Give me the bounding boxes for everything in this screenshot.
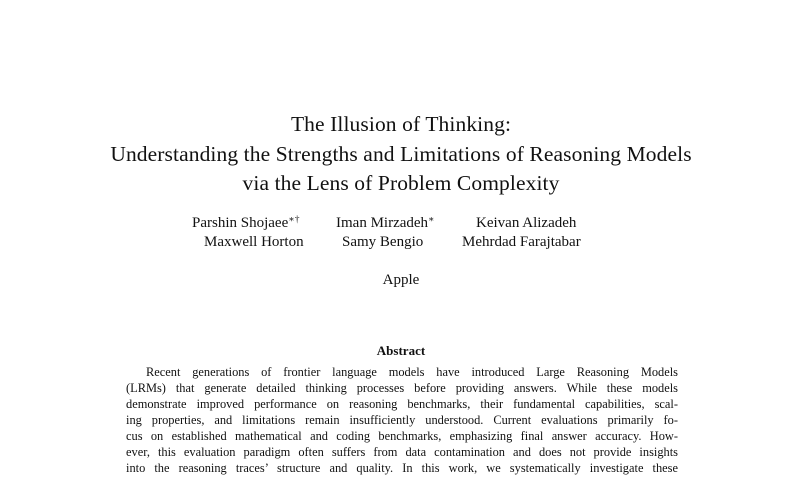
author-row-2: [0, 233, 802, 252]
author-name: Maxwell Horton: [204, 234, 304, 250]
author-row-1: [0, 214, 802, 233]
title-line-3: via the Lens of Problem Complexity: [242, 171, 560, 195]
abstract-line: Recent generations of frontier language models have introduced Large Reasoning Models: [146, 365, 678, 379]
abstract-body: [126, 364, 678, 476]
author-name: Samy Bengio: [342, 234, 424, 250]
paper-title: [0, 110, 802, 199]
author-parshin-shojaee: [192, 214, 299, 233]
abstract-line: ing properties, and limitations remain insufficiently understood. Current evaluations primarily fo-: [126, 413, 678, 427]
abstract-heading: Abstract: [376, 343, 426, 358]
author-samy-bengio: [342, 233, 423, 252]
author-name: Keivan Alizadeh: [476, 215, 577, 231]
abstract-line: demonstrate improved performance on reasoning benchmarks, their fundamental capabilities, scal-: [126, 397, 678, 411]
author-name: Parshin Shojaee: [192, 215, 289, 231]
author-name: Mehrdad Farajtabar: [462, 234, 581, 250]
affiliation: Apple: [382, 272, 420, 288]
title-line-1: The Illusion of Thinking:: [290, 112, 512, 136]
author-affiliation-marks: ∗†: [288, 215, 300, 225]
author-affiliation-marks: ∗: [428, 215, 435, 225]
abstract-line: ever, this evaluation paradigm often suffers from data contamination and does not provide insights: [126, 445, 678, 459]
abstract-line: (LRMs) that generate detailed thinking processes before providing answers. While these models: [126, 381, 678, 395]
author-list: [0, 214, 802, 252]
author-iman-mirzadeh: [336, 214, 435, 233]
abstract-line: cus on established mathematical and coding benchmarks, emphasizing final answer accuracy. How-: [126, 429, 678, 443]
author-mehrdad-farajtabar: [462, 233, 581, 252]
author-name: Iman Mirzadeh: [336, 215, 429, 231]
abstract-line: into the reasoning traces’ structure and quality. In this work, we systematically investigate these: [126, 461, 678, 475]
author-keivan-alizadeh: [476, 214, 576, 233]
author-maxwell-horton: [204, 233, 304, 252]
title-line-2: Understanding the Strengths and Limitations of Reasoning Models: [110, 141, 692, 166]
